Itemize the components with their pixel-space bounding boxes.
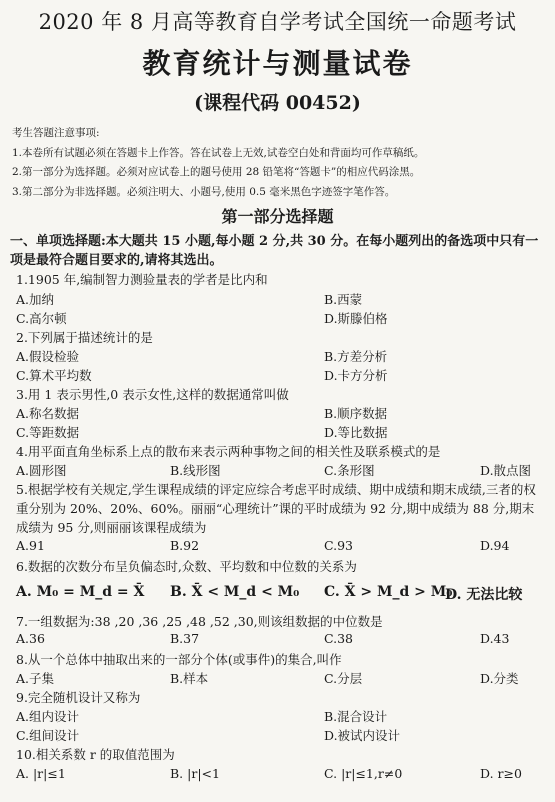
option-b: B.37: [170, 631, 200, 646]
option-b: B.线形图: [170, 463, 221, 478]
option-c: C.93: [324, 538, 353, 553]
question-stem: 1.1905 年,编制智力测验量表的学者是比内和: [16, 272, 268, 287]
option-c: C.条形图: [324, 463, 375, 478]
option-b: B.方差分析: [324, 349, 388, 364]
instructions-heading: 考生答题注意事项:: [12, 127, 100, 139]
option-d: D. 无法比较: [445, 587, 523, 603]
question-stem: 8.从一个总体中抽取出来的一部分个体(或事件)的集合,叫作: [16, 652, 342, 667]
question-stem: 4.用平面直角坐标系上点的散布来表示两种事物之间的相关性及联系模式的是: [16, 444, 441, 459]
option-a: A.称名数据: [16, 406, 80, 421]
course-code: (课程代码 00452): [194, 92, 361, 114]
section-heading: 一、单项选择题:本大题共 15 小题,每小题 2 分,共 30 分。在每小题列出的备选项中只有一项是最符合题目要求的,请将其选出。: [10, 234, 539, 268]
option-a: A.组内设计: [16, 709, 80, 724]
option-a: A.加纳: [16, 292, 55, 307]
option-c: C.高尔顿: [16, 311, 67, 326]
instruction-item: 3.第二部分为非选择题。必须注明大、小题号,使用 0.5 毫米黑色字迹签字笔作答。: [12, 185, 396, 198]
option-b: B.92: [170, 538, 200, 553]
option-d: D.分类: [480, 671, 519, 686]
question-stem: 2.下列属于描述统计的是: [16, 330, 153, 345]
exam-header-line: 2020 年 8 月高等教育自学考试全国统一命题考试: [38, 10, 517, 34]
option-d: D.斯滕伯格: [324, 311, 388, 326]
option-a: A.圆形图: [16, 463, 67, 478]
question-stem: 6.数据的次数分布呈负偏态时,众数、平均数和中位数的关系为: [16, 559, 357, 574]
instructions: [12, 124, 547, 202]
option-b: B. X̄ < M_d < M₀: [170, 584, 300, 600]
option-d: D.94: [480, 538, 510, 553]
option-b: B.西蒙: [324, 292, 363, 307]
option-c: C.分层: [324, 671, 363, 686]
question-stem: 5.根据学校有关规定,学生课程成绩的评定应综合考虑平时成绩、期中成绩和期末成绩,三者的权重分别为 20%、20%、60%。丽丽“心理统计”课的平时成绩为 92 分,期中成绩为 88 分,期末成绩为 95 分,则丽丽该课程成绩为: [16, 482, 536, 535]
option-a: A. |r|≤1: [16, 766, 66, 781]
option-d: D.卡方分析: [324, 368, 388, 383]
option-b: B.混合设计: [324, 709, 388, 724]
instruction-item: 2.第一部分为选择题。必须对应试卷上的题号使用 28 铅笔将“答题卡”的相应代码涂黑。: [12, 166, 421, 178]
option-a: A.36: [16, 631, 45, 646]
option-a: A.子集: [16, 671, 55, 686]
instruction-item: 1.本卷所有试题必须在答题卡上作答。答在试卷上无效,试卷空白处和背面均可作草稿纸。: [12, 146, 425, 159]
option-a: A.假设检验: [16, 349, 80, 364]
option-c: C.算术平均数: [16, 368, 92, 383]
option-d: D.被试内设计: [324, 728, 401, 743]
option-b: B.样本: [170, 671, 209, 686]
option-b: B. |r|<1: [170, 766, 220, 781]
option-d: D. r≥0: [480, 766, 522, 781]
option-d: D.等比数据: [324, 425, 388, 440]
option-c: C.等距数据: [16, 425, 80, 440]
option-c: C.组间设计: [16, 728, 80, 743]
option-d: D.43: [480, 631, 510, 646]
question-stem: 7.一组数据为:38 ,20 ,36 ,25 ,48 ,52 ,30,则该组数据的中位数是: [16, 614, 383, 629]
option-a: A.91: [16, 538, 45, 553]
option-c: C. |r|≤1,r≠0: [324, 766, 403, 781]
question-stem: 3.用 1 表示男性,0 表示女性,这样的数据通常叫做: [16, 387, 289, 402]
option-d: D.散点图: [480, 463, 532, 478]
option-c: C.38: [324, 631, 353, 646]
option-c: C. X̄ > M_d > M₀: [324, 584, 453, 600]
question-stem: 10.相关系数 r 的取值范围为: [16, 747, 175, 762]
exam-title: 教育统计与测量试卷: [142, 47, 413, 80]
option-b: B.顺序数据: [324, 406, 388, 421]
part-one-title: 第一部分选择题: [221, 207, 334, 226]
option-a: A. M₀ = M_d = X̄: [16, 584, 145, 600]
question-stem: 9.完全随机设计又称为: [16, 690, 141, 705]
